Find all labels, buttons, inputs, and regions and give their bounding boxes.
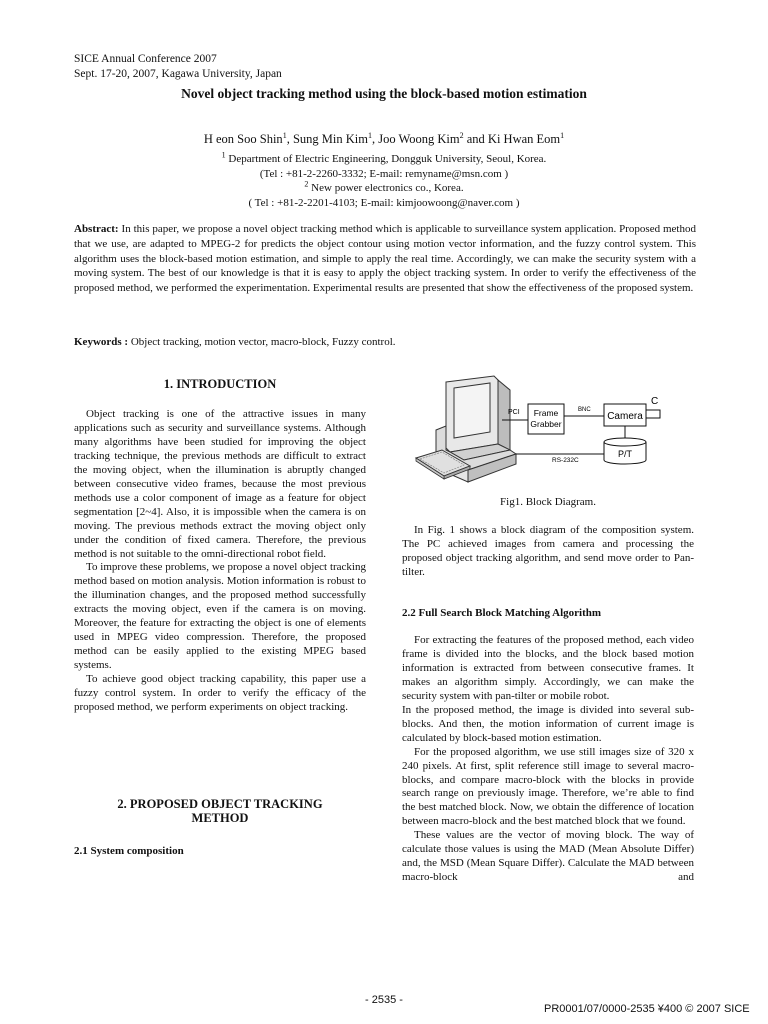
- affiliation-1: [0, 152, 768, 167]
- abstract-text: In this paper, we propose a novel object tracking method which is applicable to surveillance system application. Proposed method that we use, are adapted to MPEG-2 for predicts the object contour using motion vector information, and the fuzzy control system. This algorithm uses the block-based motion estimation, and simple to apply the real time. Accordingly, we can make the security system with a moving system. The best of our knowledge is that it is easy to apply the object tracking system. In order to verify the effectiveness of the proposed method, we performed the experimentation. Experimental results are presented that show the effectiveness of the proposed system.: [74, 223, 696, 295]
- fsbma-paragraph-1: For extracting the features of the proposed method, each video frame is divided into the blocks, and the block based motion information is extracted from between consecutive frames. It makes an algorithm simply. Accordingly, we can make the security system with pan-tilter or mobile robot.: [402, 634, 694, 702]
- subsection-2-2-wrap: [402, 607, 694, 621]
- left-column: [74, 408, 366, 715]
- fsbma-paragraph-2: In the proposed method, the image is divided into several sub-blocks. And then, the motion information of current image is calculated by block-based motion estimation.: [402, 703, 694, 744]
- block-diagram-figure: [406, 370, 676, 488]
- copyright-code: PR0001/07/0000-2535 ¥400 © 2007 SICE: [544, 1003, 750, 1015]
- page-number: - 2535 -: [365, 994, 403, 1006]
- section2-heading-wrap: [74, 798, 366, 826]
- right-column-top: [402, 524, 694, 580]
- frame-grabber-label-2: Grabber: [530, 419, 562, 429]
- camera-c-label: C: [651, 396, 659, 407]
- affiliation-2: [0, 181, 768, 196]
- abstract: [74, 222, 696, 296]
- author-1-affil: 1: [282, 130, 287, 140]
- affiliation-2-dept: New power electronics co., Korea.: [308, 182, 464, 194]
- frame-grabber-label-1: Frame: [533, 408, 559, 418]
- right-column-body: [402, 634, 694, 885]
- intro-heading: 1. INTRODUCTION: [163, 377, 277, 391]
- affiliations: [0, 152, 768, 210]
- subsection-2-2-heading: 2.2 Full Search Block Matching Algorithm: [402, 607, 602, 619]
- pt-label: P/T: [617, 449, 633, 459]
- affiliation-1-mark: 1: [221, 150, 226, 160]
- camera-label: Camera: [607, 411, 643, 422]
- conference-header: [74, 52, 282, 82]
- computer-illustration: [416, 376, 516, 482]
- intro-heading-wrap: [74, 378, 366, 392]
- bnc-label: BNC: [578, 407, 591, 413]
- figure-caption: Fig1. Block Diagram.: [500, 496, 596, 508]
- pci-label: PCI: [508, 409, 520, 416]
- fsbma-paragraph-4: These values are the vector of moving block. The way of calculate those values is using the MAD (Mean Absolute Differ) and, the MSD (Mean Square Differ). Calculate the MAD between macro-block and: [402, 829, 694, 884]
- section2-heading-line2: METHOD: [191, 810, 249, 825]
- affiliation-2-mark: 2: [304, 179, 309, 189]
- intro-paragraph-1: Object tracking is one of the attractive issues in many applications such as security and surveillance systems. Although many algorithms have been studied for improving the object tracking technique, the previous methods are difficult to extract the moving object, when the illumination is abruptly changed between consecutive video frames, because the most previous methods use a color component of image as a feature for object segmentation [2~4]. Also, it is impossible when the camera is on moving. The previous methods extract the moving object only under the condition of fixed camera. Therefore, the previous method is not suitable to the omni-directional robot field.: [74, 408, 366, 560]
- author-2-affil: 1: [367, 130, 372, 140]
- abstract-label: Abstract:: [74, 223, 119, 235]
- author-3-affil: 2: [459, 130, 464, 140]
- camera-lens: [646, 410, 660, 418]
- fsbma-paragraph-3: For the proposed algorithm, we use still images size of 320 x 240 pixels. At first, split reference still image to several macro-blocks, and compare macro-block with the blocks in provide search range on previously image. Therefore, we’re able to find the best matched block. Now, we obtain the difference of location between macro-block and the best matched block that we found.: [402, 745, 694, 828]
- paper-title: Novel object tracking method using the block-based motion estimation: [181, 86, 587, 101]
- author-4-affil: 1: [560, 130, 565, 140]
- intro-paragraph-2: To improve these problems, we propose a novel object tracking method based on motion analysis. Motion information is robust to the illumination changes, and the proposed method successfully extracts the moving object, even if the camera is on moving. Moreover, the feature for extracting the object is one of elements used in MPEG video compression. Therefore, the proposed method can be easily applied to the existing MPEG based systems.: [74, 561, 366, 672]
- keywords: [74, 336, 696, 348]
- rs232c-label: RS-232C: [552, 457, 579, 464]
- author-2: , Sung Min Kim: [286, 132, 368, 146]
- section2-heading-line1: 2. PROPOSED OBJECT TRACKING: [117, 797, 323, 811]
- subsection-2-1-wrap: [74, 845, 366, 859]
- author-3: , Joo Woong Kim: [371, 132, 460, 146]
- conference-date-venue: Sept. 17-20, 2007, Kagawa University, Japan: [74, 68, 282, 80]
- figure-description: In Fig. 1 shows a block diagram of the composition system. The PC achieved images from camera and processing the proposed object tracking algorithm, and send move order to Pan-tilter.: [402, 524, 694, 578]
- subsection-2-1-heading: 2.1 System composition: [74, 845, 184, 857]
- author-4: and Ki Hwan Eom: [463, 132, 561, 146]
- author-1: H eon Soo Shin: [203, 132, 283, 146]
- affiliation-1-dept: Department of Electric Engineering, Dongguk University, Seoul, Korea.: [225, 153, 547, 165]
- conference-name: SICE Annual Conference 2007: [74, 53, 217, 65]
- keywords-label: Keywords :: [74, 336, 129, 348]
- keywords-text: Object tracking, motion vector, macro-block, Fuzzy control.: [128, 336, 396, 348]
- intro-paragraph-3: To achieve good object tracking capability, this paper use a fuzzy control system. In order to verify the efficacy of the proposed method, we perform experiments on object tracking.: [74, 673, 366, 714]
- affiliation-2-contact: ( Tel : +81-2-2201-4103; E-mail: kimjoowoong@naver.com ): [248, 196, 520, 209]
- affiliation-1-contact: (Tel : +81-2-2260-3332; E-mail: remyname@msn.com ): [259, 167, 509, 180]
- author-list: [0, 132, 768, 147]
